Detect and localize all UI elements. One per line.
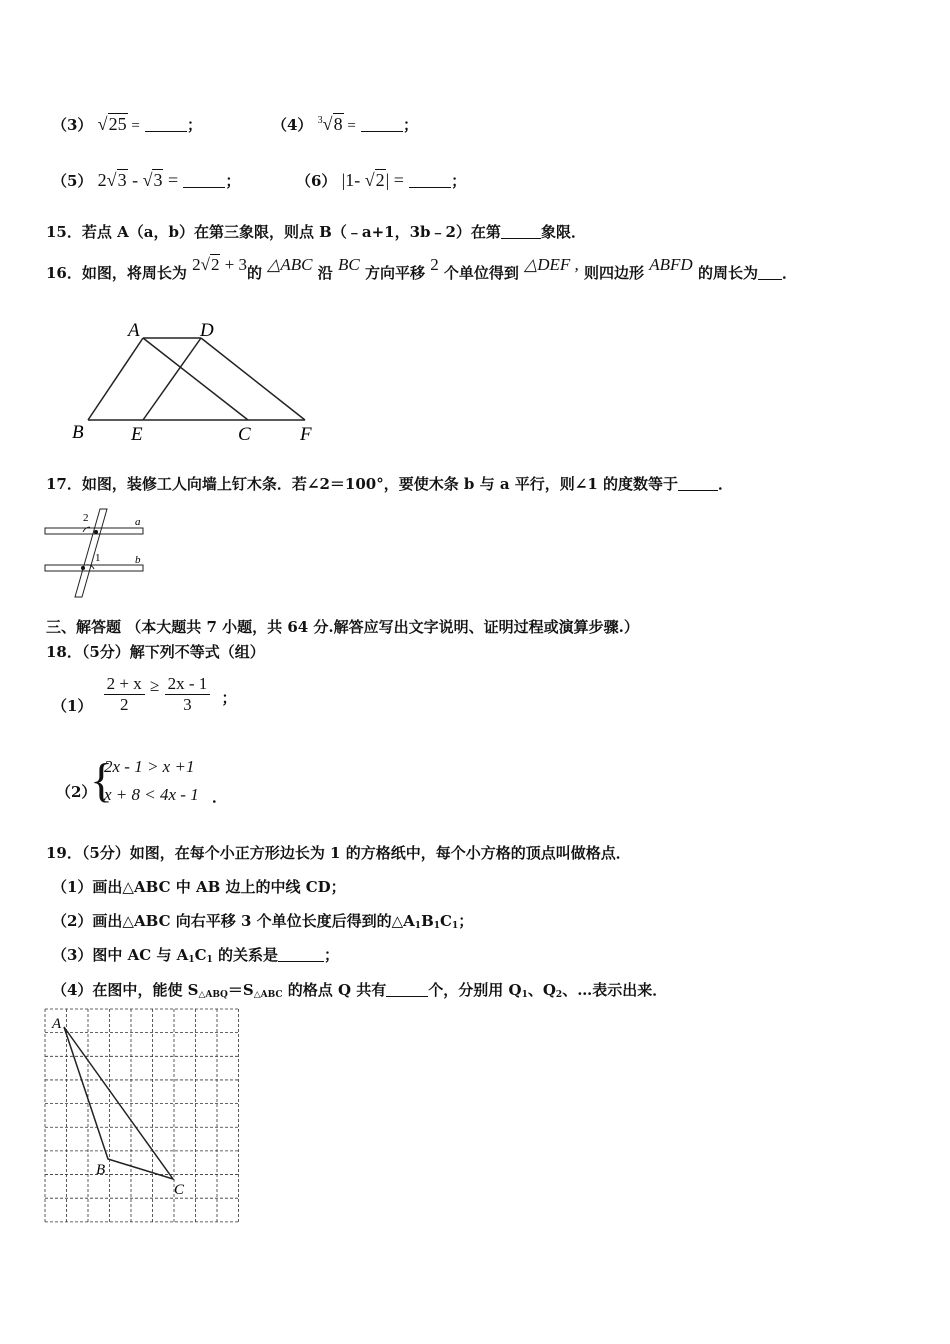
q16-text: 则四边形 bbox=[584, 264, 645, 282]
q19-part4 bbox=[52, 979, 667, 1000]
q19-p3-text: C bbox=[194, 946, 207, 964]
subscript: △ABQ bbox=[198, 990, 228, 1000]
label-c: C bbox=[174, 1182, 185, 1198]
line-a-label: a bbox=[135, 516, 141, 528]
q14-p6-abs-close: | = bbox=[385, 170, 404, 190]
answer-blank bbox=[409, 173, 451, 188]
label-d: D bbox=[200, 320, 214, 341]
q19-p4-text: 、…表示出来． bbox=[562, 981, 668, 999]
question-19-title: 19．（5分）如图，在每个小正方形边长为 1 的方格纸中，每个小方格的顶点叫做格点． bbox=[46, 844, 631, 862]
q14-p4-index: 3 bbox=[317, 115, 323, 126]
q18-p1-right-fraction bbox=[165, 674, 211, 715]
q15-text-end: 象限． bbox=[540, 223, 586, 241]
q19-p2-text: ； bbox=[458, 912, 474, 930]
angle-1-label: 1 bbox=[95, 552, 101, 564]
q16-shift: 2 bbox=[430, 255, 439, 274]
q14-p5-radicand-a: 3 bbox=[117, 170, 127, 190]
q19-p4-text: （4）在图中，能使 S bbox=[52, 981, 199, 999]
q16-text: 个单位得到 bbox=[443, 264, 519, 282]
q19-p3-text: （3）图中 AC 与 A bbox=[52, 946, 189, 964]
subscript: 1 bbox=[188, 955, 195, 965]
q16-perim-plus: + 3 bbox=[220, 255, 248, 274]
q14-p3-eq: = bbox=[127, 118, 140, 134]
q19-p4-text: ＝S bbox=[227, 981, 254, 999]
q18-p2-inequality-1: 2x - 1 > x +1 bbox=[104, 757, 195, 776]
q19-part3 bbox=[52, 944, 339, 965]
answer-blank bbox=[678, 476, 718, 491]
q18-p1-label: （1） bbox=[52, 696, 93, 715]
q14-p5-radicand-b: 3 bbox=[153, 170, 163, 190]
separator: ； bbox=[403, 116, 419, 134]
q14-part3: （3） √25 = ； bbox=[52, 114, 203, 134]
question-15 bbox=[46, 221, 586, 242]
q19-p2-text: C bbox=[440, 912, 452, 930]
q17-text: 17．如图，装修工人向墙上钉木条．若∠2＝100°，要使木条 b 与 a 平行，则∠1 的度数等于 bbox=[46, 475, 679, 493]
q19-p4-text: 的格点 Q 共有 bbox=[282, 981, 387, 999]
label-b: B bbox=[72, 422, 84, 443]
q14-part6: （6） |1- √2| = ； bbox=[296, 170, 467, 190]
q18-p2-end: ． bbox=[212, 788, 228, 806]
q14-p6-abs-open: |1- bbox=[341, 170, 365, 190]
q16-lead: 16．如图，将周长为 bbox=[46, 264, 187, 282]
q16-perim-coef: 2 bbox=[192, 255, 201, 274]
q19-p4-text: 个，分别用 Q bbox=[428, 981, 522, 999]
q14-p4-label: （4） bbox=[272, 116, 313, 134]
answer-blank bbox=[361, 117, 403, 132]
question-18-title: 18．（5分）解下列不等式（组） bbox=[46, 643, 265, 661]
q14-p6-label: （6） bbox=[296, 172, 337, 190]
q16-segment-bc: BC bbox=[337, 255, 360, 274]
q16-text: 沿 bbox=[317, 264, 333, 282]
q19-p3-text: 的关系是 bbox=[212, 946, 279, 964]
q19-part2 bbox=[52, 910, 473, 931]
subscript: 1 bbox=[521, 990, 528, 1000]
nail-dot bbox=[94, 530, 98, 534]
subscript: 1 bbox=[206, 955, 213, 965]
q14-p6-radicand: 2 bbox=[375, 170, 385, 190]
q16-text: 方向平移 bbox=[364, 264, 425, 282]
question-16 bbox=[46, 255, 797, 283]
q18-p1-operator: ≥ bbox=[150, 675, 160, 695]
subscript: 1 bbox=[414, 921, 422, 931]
q16-perimeter: 2√2 + 3 bbox=[192, 255, 248, 274]
q18-p2-label: （2） bbox=[56, 783, 97, 801]
q14-p3-label: （3） bbox=[52, 116, 93, 134]
q18-p1-end: ； bbox=[221, 688, 237, 707]
line-b-label: b bbox=[135, 554, 141, 566]
section-3-heading: 三、解答题 （本大题共 7 小题，共 64 分.解答应写出文字说明、证明过程或演算步骤.） bbox=[46, 618, 639, 636]
label-f: F bbox=[300, 424, 312, 445]
nail-strip-figure bbox=[40, 505, 150, 600]
triangle-abc bbox=[64, 1027, 173, 1179]
fraction-denominator: 3 bbox=[183, 695, 192, 714]
answer-blank bbox=[183, 173, 225, 188]
q14-part4: （4） $^3$√8 = ； bbox=[272, 114, 419, 134]
q14-p4-radicand: 8 bbox=[333, 114, 343, 134]
label-b: B bbox=[96, 1162, 106, 1178]
translation-figure bbox=[68, 318, 328, 448]
question-17 bbox=[46, 473, 733, 494]
subscript: 1 bbox=[451, 921, 459, 931]
q19-p3-text: ； bbox=[324, 946, 340, 964]
q18-p1-left-fraction bbox=[104, 674, 145, 715]
fraction-denominator: 2 bbox=[119, 695, 129, 714]
q14-p5-minus: - bbox=[127, 170, 143, 190]
answer-blank bbox=[386, 982, 428, 997]
answer-blank bbox=[501, 224, 541, 239]
label-a: A bbox=[128, 320, 140, 341]
q14-p5-eq: = bbox=[163, 170, 179, 190]
q14-p4-eq: = bbox=[343, 118, 356, 134]
q14-part5: （5） 2√3 - √3 = ； bbox=[52, 170, 241, 190]
q16-quad-abfd: ABFD bbox=[649, 255, 693, 274]
q16-period: ． bbox=[781, 264, 797, 282]
q19-p2-text: B bbox=[421, 912, 434, 930]
angle-2-label: 2 bbox=[83, 512, 89, 524]
separator: ； bbox=[225, 172, 241, 190]
q16-perim-radicand: 2 bbox=[210, 255, 220, 274]
subscript: △ABC bbox=[253, 990, 283, 1000]
separator: ； bbox=[187, 116, 203, 134]
nail-dot bbox=[81, 566, 85, 570]
q16-text: 的 bbox=[247, 264, 263, 282]
q16-text: 的周长为 bbox=[697, 264, 758, 282]
q19-p4-text: 、Q bbox=[527, 981, 556, 999]
answer-blank bbox=[278, 947, 324, 962]
q19-part1: （1）画出△ABC 中 AB 边上的中线 CD； bbox=[52, 878, 346, 896]
q17-text-end: ． bbox=[718, 475, 734, 493]
answer-blank bbox=[145, 117, 187, 132]
label-a: A bbox=[52, 1016, 62, 1032]
q14-p5-coef: 2 bbox=[97, 170, 107, 190]
fraction-numerator: 2 + x bbox=[104, 674, 145, 695]
subscript: 2 bbox=[555, 990, 563, 1000]
system-brace: { bbox=[90, 754, 114, 807]
subscript: 1 bbox=[433, 921, 441, 931]
label-c: C bbox=[238, 424, 251, 445]
answer-blank bbox=[758, 265, 782, 280]
q16-triangle-abc: △ABC bbox=[267, 255, 313, 274]
q19-p2-text: （2）画出△ABC 向右平移 3 个单位长度后得到的△A bbox=[52, 912, 415, 930]
q18-part1 bbox=[52, 674, 237, 720]
fraction-numerator: 2x - 1 bbox=[165, 674, 211, 695]
grid-figure bbox=[44, 1008, 242, 1228]
q16-triangle-def: △DEF , bbox=[524, 255, 579, 274]
label-e: E bbox=[131, 424, 143, 445]
q18-p2-inequality-2: x + 8 < 4x - 1 bbox=[104, 785, 199, 804]
q14-p3-radicand: 25 bbox=[108, 114, 127, 134]
q14-p5-label: （5） bbox=[52, 172, 93, 190]
q15-text: 15．若点 A（a，b）在第三象限，则点 B（﹣a+1，3b﹣2）在第 bbox=[46, 223, 501, 241]
separator: ； bbox=[451, 172, 467, 190]
